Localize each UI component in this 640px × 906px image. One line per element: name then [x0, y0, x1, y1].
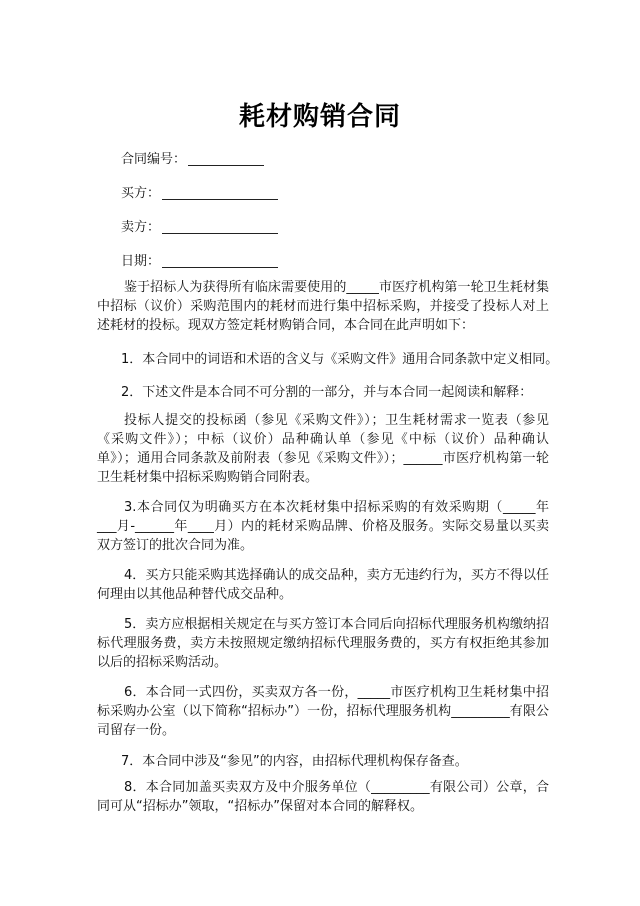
clause-2: 2．下述文件是本合同不可分割的一部分，并与本合同一起阅读和解释： [121, 385, 533, 400]
document-title: 耗材购销合同 [238, 102, 401, 132]
clause-1: 1．本合同中的词语和术语的含义与《采购文件》通用合同条款中定义相同。 [121, 352, 559, 367]
clause-2-detail: 投标人提交的投标函（参见《采购文件》）；卫生耗材需求一览表（参见《采购文件》）；中标（议价）品种确认单（参见《中标（议价）品种确认单》）；通用合同条款及前附表（参见《采购文件》）；______市医疗机构第一轮卫生耗材集中招标采购购销合同附表。 [97, 413, 549, 485]
buyer-blank [162, 185, 278, 200]
clause-5: 5．卖方应根据相关规定在与买方签订本合同后向招标代理服务机构缴纳招标代理服务费，卖方未按照规定缴纳招标代理服务费的，买方有权拒绝其参加以后的招标采购活动。 [97, 617, 549, 670]
seller-label: 卖方： [121, 220, 161, 235]
clause-8: 8．本合同加盖买卖双方及中介服务单位（_________有限公司）公章，合同可从“招标办”领取，“招标办”保留对本合同的解释权。 [97, 780, 549, 814]
seller-blank [162, 219, 278, 234]
contract-number-field [121, 148, 264, 167]
contract-number-label: 合同编号： [121, 152, 187, 167]
clause-7: 7．本合同中涉及“参见”的内容，由招标代理机构保存备查。 [121, 754, 468, 769]
contract-number-blank [188, 151, 264, 166]
date-label: 日期： [121, 254, 161, 269]
date-blank [162, 253, 278, 268]
date-field [121, 250, 278, 269]
preamble-paragraph: 鉴于招标人为获得所有临床需要使用的_____市医疗机构第一轮卫生耗材集中招标（议价）采购范围内的耗材而进行集中招标采购，并接受了投标人对上述耗材的投标。现双方签定耗材购销合同，本合同在此声明如下： [97, 280, 549, 333]
clause-6: 6．本合同一式四份，买卖双方各一份，_____市医疗机构卫生耗材集中招标采购办公室（以下简称“招标办”）一份，招标代理服务机构_________有限公司留存一份。 [97, 685, 549, 738]
seller-field [121, 216, 278, 235]
clause-3: 3.本合同仅为明确买方在本次耗材集中招标采购的有效采购期（_____年___月-______年____月）内的耗材采购品牌、价格及服务。实际交易量以买卖双方签订的批次合同为准。 [97, 500, 549, 553]
buyer-field [121, 182, 278, 201]
buyer-label: 买方： [121, 186, 161, 201]
clause-4: 4．买方只能采购其选择确认的成交品种，卖方无违约行为，买方不得以任何理由以其他品种替代成交品种。 [97, 568, 549, 602]
